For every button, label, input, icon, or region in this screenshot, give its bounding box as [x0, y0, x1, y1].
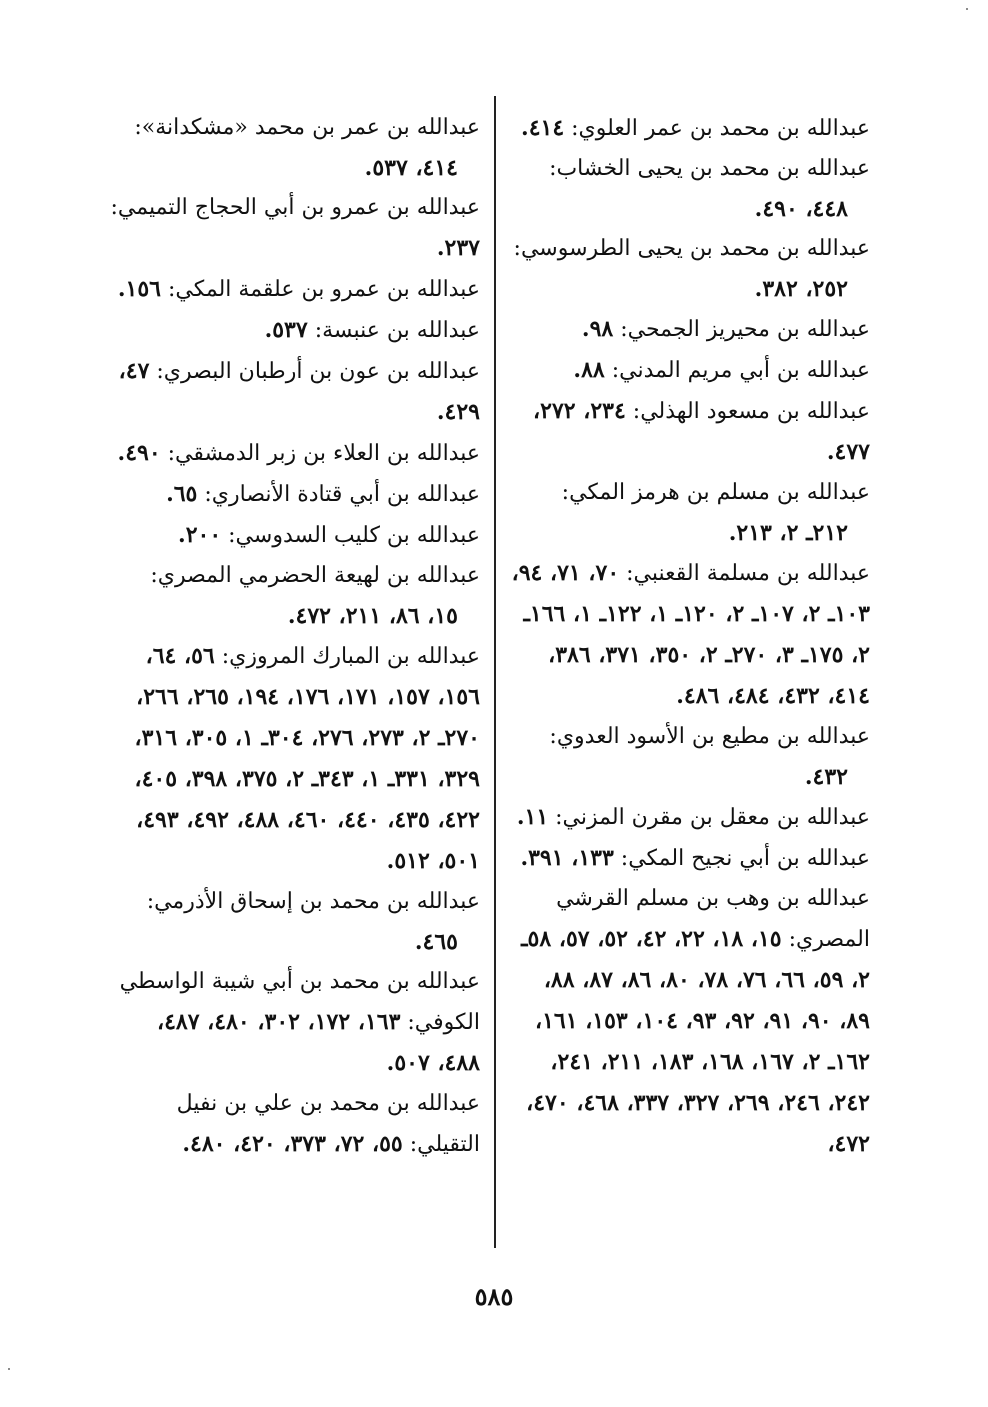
index-entry	[508, 717, 870, 797]
entry-pages: ١٣٣، ٣٩١.	[520, 845, 614, 871]
entry-pages: ١٦٣، ١٧٢، ٣٠٢، ٤٨٠، ٤٨٧، ٤٨٨، ٥٠٧.	[156, 1009, 480, 1076]
entry-name: عبدالله بن كليب السدوسي:	[228, 523, 480, 548]
index-entry	[508, 229, 870, 309]
entry-pages: ١١.	[516, 804, 549, 830]
entry-pages: ٥٦، ٦٤، ١٥٦، ١٥٧، ١٧١، ١٧٦، ١٩٤، ٢٦٥، ٢٦٦، ٢٧٠ـ ٢، ٢٧٣، ٢٧٦، ٣٠٤ـ ١، ٣٠٥، ٣١٦، ٣٢٩، ٣٣١ـ ١، ٣٤٣ـ ٢، ٣٧٥، ٣٩٨، ٤٠٥، ٤٢٢، ٤٣٥، ٤٤٠، ٤٦٠، ٤٨٨، ٤٩٢، ٤٩٣، ٥٠١، ٥١٢.	[134, 643, 480, 874]
index-entry	[108, 351, 480, 433]
entry-name: عبدالله بن محمد بن علي بن نفيل التقيلي:	[176, 1091, 480, 1157]
entry-name: عبدالله بن محمد بن يحيى الطرسوسي:	[513, 236, 870, 261]
entry-pages: ١٥٦.	[117, 276, 161, 302]
page-number: ٥٨٥	[474, 1282, 514, 1311]
entry-name: عبدالله بن معقل بن مقرن المزني:	[555, 805, 870, 830]
index-entry	[108, 962, 480, 1084]
entry-name: عبدالله بن محيريز الجمحي:	[620, 317, 870, 342]
entry-name: عبدالله بن أبي نجيح المكي:	[620, 846, 870, 871]
entry-name: عبدالله بن مسعود الهذلي:	[632, 399, 870, 424]
index-entry	[108, 556, 480, 636]
index-entry	[108, 188, 480, 269]
index-entry	[508, 350, 870, 391]
entry-pages: ٢٣٤، ٢٧٢، ٤٧٧.	[533, 398, 870, 465]
entry-name: عبدالله بن محمد بن إسحاق الأذرمي:	[146, 889, 480, 914]
entry-name: عبدالله بن محمد بن يحيى الخشاب:	[549, 156, 870, 181]
entry-name: عبدالله بن محمد بن أبي شيبة الواسطي الكوفي:	[119, 969, 480, 1035]
index-entry	[108, 1084, 480, 1165]
entry-pages: ٤٦٥.	[414, 929, 458, 955]
index-entry	[108, 269, 480, 310]
index-entry	[108, 515, 480, 556]
entry-pages: ٧٠، ٧١، ٩٤، ١٠٣ـ ٢، ١٠٧ـ ٢، ١٢٠ـ ١، ١٢٢ـ ١، ١٦٦ـ ٢، ١٧٥ـ ٣، ٢٧٠ـ ٢، ٣٥٠، ٣٧١، ٣٨٦، ٤١٤، ٤٣٢، ٤٨٤، ٤٨٦.	[511, 560, 870, 709]
entry-name: عبدالله بن عون بن أرطبان البصري:	[156, 359, 480, 384]
left-column	[108, 108, 480, 1165]
entry-pages: ٢١٢ـ ٢، ٢١٣.	[728, 520, 848, 546]
entry-name: عبدالله بن مسلمة القعنبي:	[626, 561, 870, 586]
index-entry	[108, 636, 480, 882]
index-entry	[508, 838, 870, 879]
entry-pages: ٢٣٧.	[436, 235, 480, 261]
index-entry	[108, 108, 480, 188]
entry-pages: ١٥، ٨٦، ٢١١، ٤٧٢.	[287, 603, 458, 629]
entry-name: عبدالله بن لهيعة الحضرمي المصري:	[150, 563, 480, 588]
entry-name: عبدالله بن المبارك المروزي:	[221, 644, 480, 669]
column-divider	[494, 96, 496, 1248]
entry-name: عبدالله بن أبي قتادة الأنصاري:	[204, 482, 480, 507]
index-entry	[108, 882, 480, 962]
entry-pages: ٢٥٢، ٣٨٢.	[754, 276, 848, 302]
entry-pages: ٥٥، ٧٢، ٣٧٣، ٤٢٠، ٤٨٠.	[182, 1131, 403, 1157]
entry-name: عبدالله بن عمرو بن علقمة المكي:	[167, 277, 480, 302]
entry-pages: ٤١٤، ٥٣٧.	[364, 155, 458, 181]
entry-name: عبدالله بن عمر بن محمد «مشكدانة»:	[134, 115, 480, 140]
index-entry	[508, 108, 870, 149]
entry-pages: ٤٤٨، ٤٩٠.	[754, 196, 848, 222]
index-entry	[108, 310, 480, 351]
entry-name: عبدالله بن وهب بن مسلم القرشي المصري:	[556, 886, 870, 952]
index-entry	[108, 474, 480, 515]
index-entry	[508, 391, 870, 473]
entry-name: عبدالله بن أبي مريم المدني:	[611, 358, 870, 383]
entry-name: عبدالله بن عنبسة:	[314, 318, 480, 343]
index-entry	[508, 473, 870, 553]
index-entry	[108, 433, 480, 474]
entry-pages: ٤٩٠.	[117, 440, 161, 466]
scan-speck	[8, 1368, 10, 1370]
entry-pages: ١٥، ١٨، ٢٢، ٤٢، ٥٢، ٥٧، ٥٨ـ ٢، ٥٩، ٦٦، ٧٦، ٧٨، ٨٠، ٨٦، ٨٧، ٨٨، ٨٩، ٩٠، ٩١، ٩٢، ٩٣، ١٠٤، ١٥٣، ١٦١، ١٦٢ـ ٢، ١٦٧، ١٦٨، ١٨٣، ٢١١، ٢٤١، ٢٤٢، ٢٤٦، ٢٦٩، ٣٢٧، ٣٣٧، ٤٦٨، ٤٧٠، ٤٧٢،	[521, 926, 870, 1157]
index-entry	[508, 553, 870, 717]
entry-pages: ٩٨.	[581, 316, 614, 342]
entry-pages: ٦٥.	[166, 481, 198, 507]
index-entry	[508, 309, 870, 350]
entry-pages: ٥٣٧.	[264, 317, 308, 343]
entry-name: عبدالله بن العلاء بن زبر الدمشقي:	[167, 441, 480, 466]
index-entry	[508, 797, 870, 838]
entry-name: عبدالله بن عمرو بن أبي الحجاج التميمي:	[110, 195, 480, 220]
entry-name: عبدالله بن مطيع بن الأسود العدوي:	[549, 724, 870, 749]
entry-pages: ٤١٤.	[521, 115, 565, 141]
entry-pages: ٢٠٠.	[178, 522, 222, 548]
entry-pages: ٨٨.	[573, 357, 605, 383]
scan-speck	[966, 8, 968, 10]
entry-pages: ٤٧، ٤٢٩.	[118, 358, 480, 425]
index-entry	[508, 149, 870, 229]
entry-pages: ٤٣٢.	[804, 764, 848, 790]
entry-name: عبدالله بن مسلم بن هرمز المكي:	[561, 480, 870, 505]
entry-name: عبدالله بن محمد بن عمر العلوي:	[571, 116, 870, 141]
index-entry	[508, 879, 870, 1165]
right-column	[508, 108, 870, 1165]
